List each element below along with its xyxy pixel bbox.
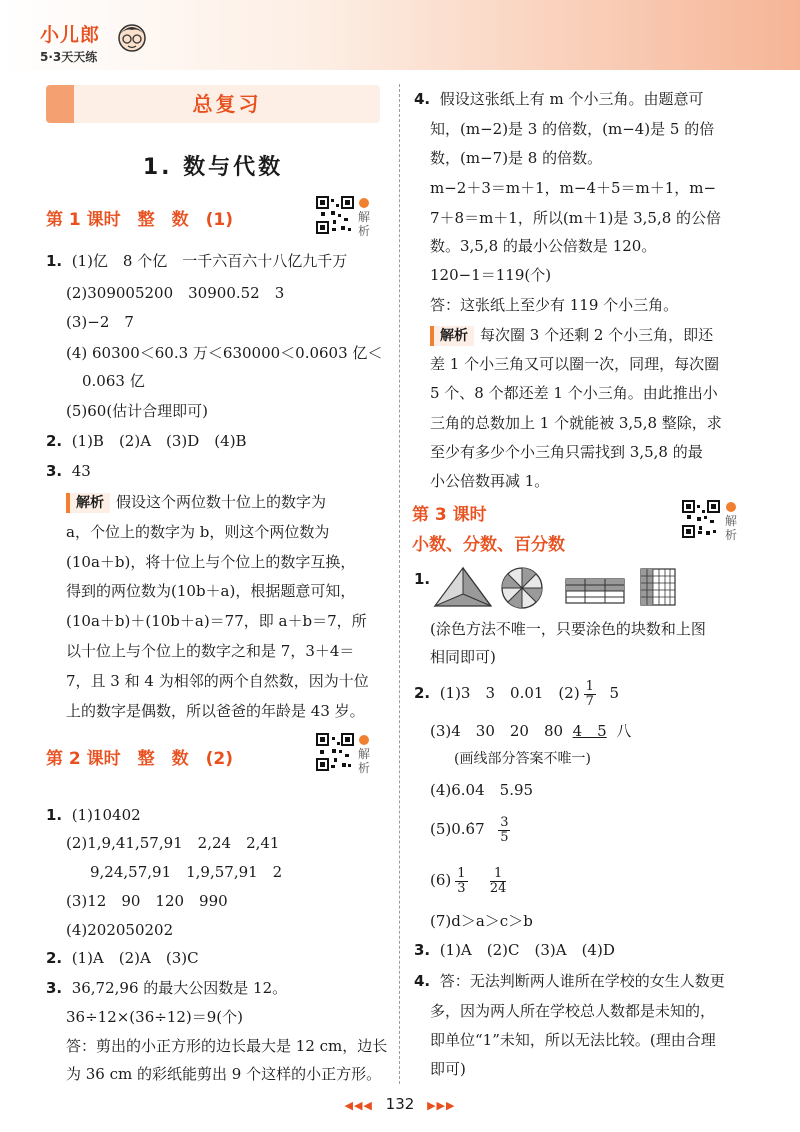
denominator: 3 [457, 880, 466, 896]
shaded-grid-figure [640, 568, 676, 606]
qr-code-icon[interactable] [316, 196, 354, 234]
answer-text: (1)10402 [71, 806, 141, 824]
answer-text: (3)4 30 20 80 [430, 722, 564, 740]
answer-text: 答：无法判断两人谁所在学校的女生人数更 [439, 972, 725, 990]
denominator: 7 [585, 693, 594, 709]
logo-title: 小儿郎 [40, 24, 101, 46]
analysis-text: 每次圈 3 个还剩 2 个小三角，即还 [480, 326, 714, 344]
answer-line [414, 966, 725, 996]
answer-line: (4)202050202 [66, 921, 174, 939]
shaded-circle-figure [500, 566, 544, 610]
answer-text: 八 [616, 722, 632, 740]
answer-line: 知，(m−2)是 3 的倍数，(m−4)是 5 的倍 [430, 120, 715, 138]
question-number: 1. [414, 570, 431, 588]
answer-line: (2)1,9,41,57,91 2,24 2,41 [66, 834, 280, 852]
denominator: 24 [489, 880, 507, 896]
analysis-text: 假设这个两位数十位上的数字为 [116, 493, 327, 511]
qr-code-icon[interactable] [682, 500, 720, 538]
analysis-line [66, 487, 326, 517]
underlined-answer: 4 5 [572, 722, 607, 740]
answer-line: 为 36 cm 的彩纸能剪出 9 个这样的小正方形。 [66, 1065, 382, 1083]
answer-line: (3)−2 7 [66, 313, 134, 331]
fraction [584, 680, 596, 709]
analysis-tag: 解析 [430, 326, 474, 346]
shaded-triangle-figure [433, 566, 493, 608]
answer-line: 0.063 亿 [82, 372, 145, 390]
column-divider [399, 84, 400, 1084]
numerator: 3 [500, 814, 509, 830]
answer-line [430, 716, 631, 746]
answer-text: 36,72,96 的最大公因数是 12。 [71, 979, 288, 997]
question-number: 2. [46, 432, 63, 450]
answer-line: 9,24,57,91 1,9,57,91 2 [90, 863, 283, 881]
answer-text: 5 [609, 684, 620, 702]
qr-code-icon[interactable] [316, 733, 354, 771]
analysis-line: 5 个、8 个都还差 1 个小三角。由此推出小 [430, 384, 718, 402]
question-number: 4. [414, 90, 431, 108]
mascot-icon [114, 20, 150, 60]
question-number: 3. [46, 979, 63, 997]
analysis-line: 差 1 个小三角又可以圈一次，同理，每次圈 [430, 355, 720, 373]
left-arrows-icon: ◀◀◀ [344, 1099, 373, 1112]
denominator: 5 [500, 829, 509, 845]
answer-text: (1)A (2)A (3)C [71, 949, 199, 967]
analysis-line: 三角的总数加上 1 个就能被 3,5,8 整除，求 [430, 414, 722, 432]
answer-line: (5)60(估计合理即可) [66, 402, 209, 420]
analysis-tag: 解析 [66, 493, 110, 513]
lesson-1-title: 第 1 课时 整 数 (1) [46, 210, 234, 230]
analysis-line [430, 320, 713, 350]
section-title: 1. 数与代数 [142, 155, 284, 180]
question-number: 3. [46, 462, 63, 480]
lesson-2-title: 第 2 课时 整 数 (2) [46, 749, 234, 769]
answer-line: 答：剪出的小正方形的边长最大是 12 cm，边长 [66, 1037, 388, 1055]
answer-line: 120−1＝119(个) [430, 266, 552, 284]
answer-line: (4)6.04 5.95 [430, 781, 534, 799]
question-number: 2. [414, 684, 431, 702]
question-number: 1. [46, 252, 63, 270]
answer-text: (1)3 3 0.01 (2) [439, 684, 580, 702]
answer-line [46, 943, 199, 973]
answer-line [430, 814, 514, 845]
answer-line: 数。3,5,8 的最小公倍数是 120。 [430, 237, 657, 255]
answer-text: (1)B (2)A (3)D (4)B [71, 432, 247, 450]
question-number: 4. [414, 972, 431, 990]
answer-line [46, 973, 287, 1003]
answer-line [414, 564, 430, 594]
qr-label: 解析 [358, 210, 371, 238]
answer-text: (6) [430, 871, 452, 889]
answer-line: (7)d＞a＞c＞b [430, 912, 533, 930]
lesson-3-title: 第 3 课时 [412, 505, 487, 525]
qr-label: 解析 [725, 514, 738, 542]
answer-line [46, 800, 141, 830]
analysis-line: 小公倍数再减 1。 [430, 472, 550, 490]
answer-text: (5)0.6̇7 [430, 820, 485, 838]
answer-line [46, 246, 347, 276]
analysis-line: 7，且 3 和 4 为相邻的两个自然数，因为十位 [66, 672, 369, 690]
answer-line [46, 456, 91, 486]
banner-title: 总复习 [192, 92, 262, 116]
numerator: 1 [490, 867, 507, 882]
answer-text: 假设这张纸上有 m 个小三角。由题意可 [439, 90, 704, 108]
answer-line: 即单位“1”未知，所以无法比较。(理由合理 [430, 1031, 716, 1049]
answer-line: 36÷12×(36÷12)＝9(个) [66, 1008, 244, 1026]
answer-line: 相同即可) [430, 648, 496, 666]
analysis-line: (10a＋b)＋(10b＋a)＝77，即 a＋b＝7，所 [66, 612, 367, 630]
analysis-line: 至少有多少个小三角只需找到 3,5,8 的最 [430, 443, 703, 461]
answer-line: 数，(m−7)是 8 的倍数。 [430, 149, 603, 167]
play-icon[interactable] [359, 735, 369, 745]
play-icon[interactable] [726, 502, 736, 512]
answer-line: (涂色方法不唯一，只要涂色的块数和上图 [430, 620, 706, 638]
question-number: 1. [46, 806, 63, 824]
answer-line: (2)309005200 30900.52 3 [66, 284, 285, 302]
play-icon[interactable] [359, 198, 369, 208]
answer-line [414, 84, 703, 114]
answer-text: (1)亿 8 个亿 一千六百六十八亿九千万 [71, 252, 348, 270]
fraction [490, 867, 507, 896]
shaded-rectangle-figure [565, 578, 625, 604]
answer-line [430, 865, 510, 896]
answer-text: 43 [71, 462, 91, 480]
analysis-line: 以十位上与个位上的数字之和是 7，3＋4＝ [66, 642, 355, 660]
answer-line: m−2＋3＝m＋1，m−4＋5＝m＋1，m− [430, 179, 717, 197]
answer-line [414, 678, 619, 709]
analysis-line: (10a＋b)，将十位上与个位上的数字互换， [66, 553, 356, 571]
answer-note: (画线部分答案不唯一) [454, 751, 591, 767]
question-number: 2. [46, 949, 63, 967]
page-footer [0, 1095, 800, 1113]
logo-subtitle: 5·3天天练 [40, 50, 98, 64]
numerator: 1 [585, 678, 594, 694]
answer-line: (3)12 90 120 990 [66, 892, 228, 910]
brand-logo [40, 20, 160, 68]
qr-label: 解析 [358, 747, 371, 775]
banner-tab [46, 85, 74, 123]
numerator: 1 [457, 865, 466, 881]
answer-line: 即可) [430, 1060, 466, 1078]
analysis-line: a，个位上的数字为 b，则这个两位数为 [66, 523, 330, 541]
fraction [498, 816, 510, 845]
answer-line: 7＋8＝m＋1，所以(m＋1)是 3,5,8 的公倍 [430, 209, 722, 227]
analysis-line: 上的数字是偶数，所以爸爸的年龄是 43 岁。 [66, 702, 365, 720]
answer-line: 答：这张纸上至少有 119 个小三角。 [430, 296, 679, 314]
review-banner [46, 85, 380, 123]
right-arrows-icon: ▶▶▶ [427, 1099, 456, 1112]
fraction [455, 867, 467, 896]
answer-text: (1)A (2)C (3)A (4)D [439, 941, 615, 959]
answer-line [414, 935, 615, 965]
answer-line: 多，因为两人所在学校总人数都是未知的， [430, 1002, 716, 1020]
lesson-3-subtitle: 小数、分数、百分数 [412, 535, 565, 555]
page-number: 132 [385, 1095, 415, 1113]
question-number: 3. [414, 941, 431, 959]
analysis-line: 得到的两位数为(10b＋a)，根据题意可知， [66, 582, 356, 600]
answer-line: (4) 60300＜60.3 万＜630000＜0.0603 亿＜ [66, 344, 383, 362]
answer-line [46, 426, 247, 456]
